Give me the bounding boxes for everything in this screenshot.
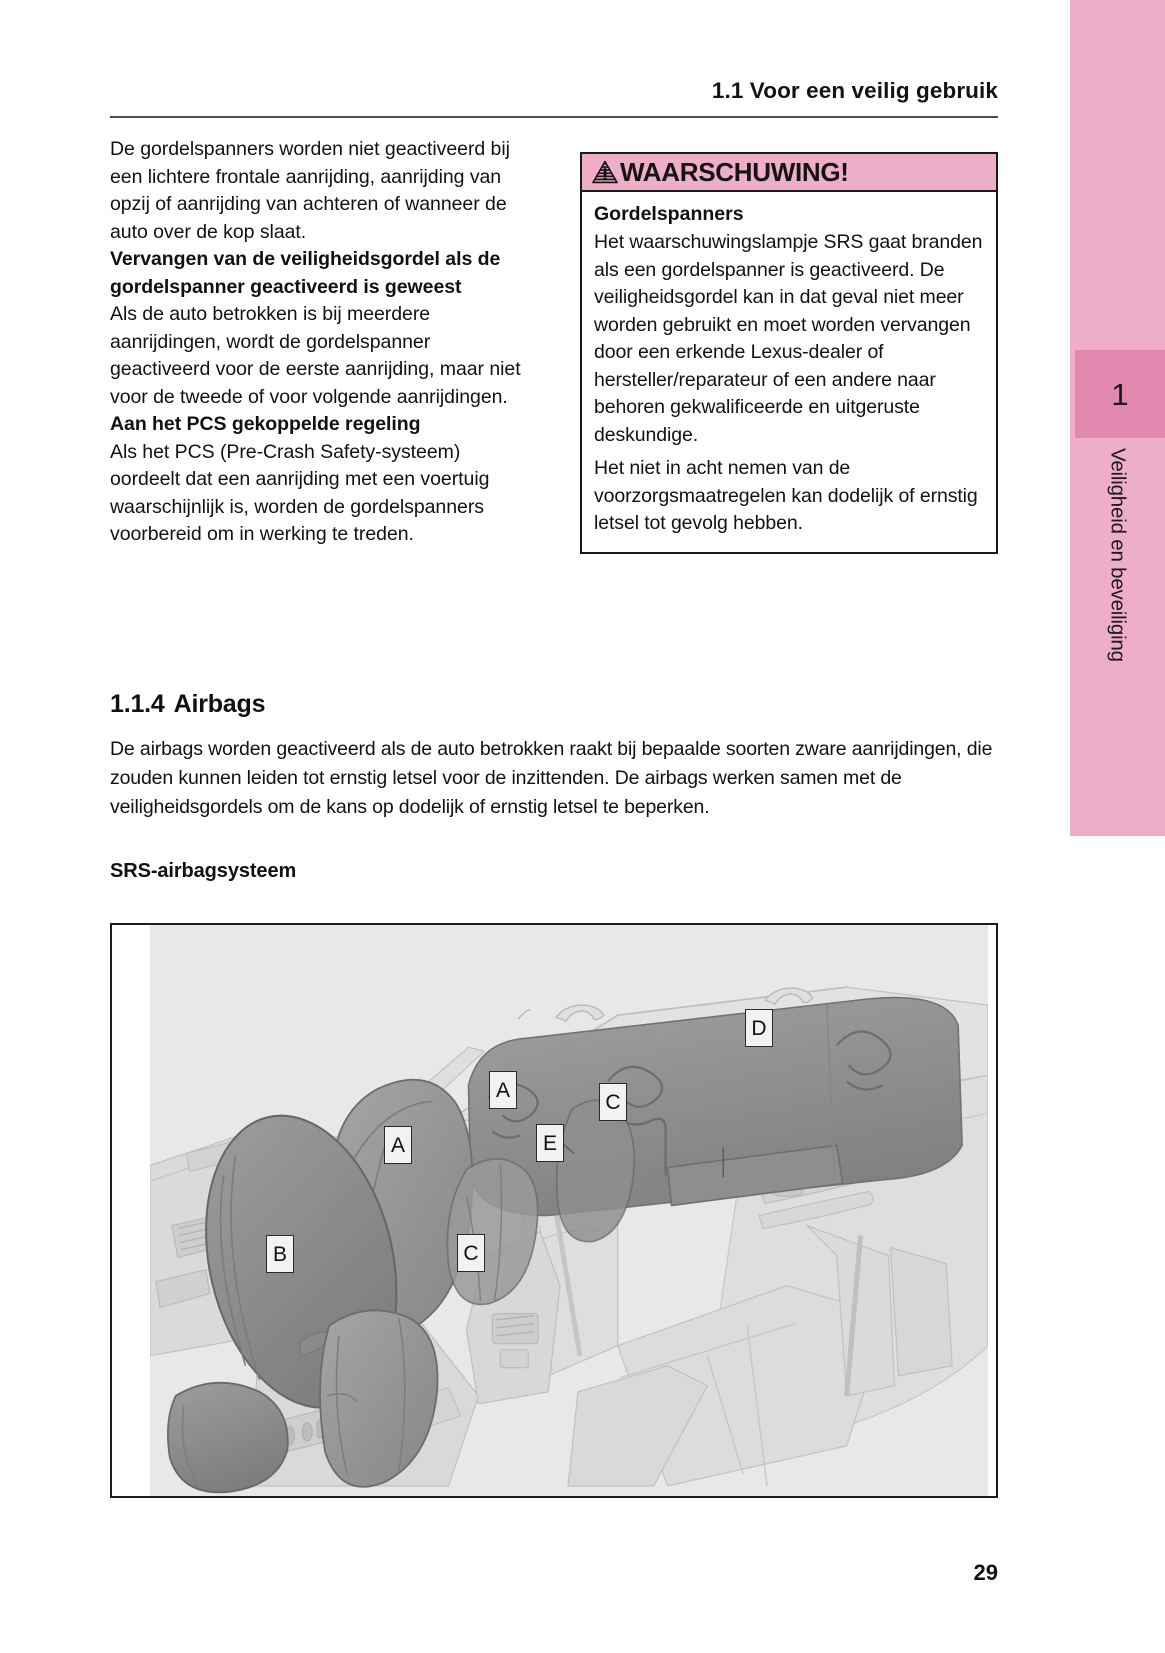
warning-title: WAARSCHUWING! [620,157,849,187]
car-interior-airbag-illustration [150,925,988,1496]
warning-box [580,152,998,554]
section-heading [110,690,998,719]
paragraph-pretensioner-not-activated: De gordelspanners worden niet geactiveerd bij een lichtere frontale aanrijding, aanrijding van opzij of aanrijding van achteren of wanneer de auto over de kop slaat. [110,138,510,243]
page-header [110,78,998,104]
figure-label-d: D [745,1009,773,1047]
page-number: 29 [973,1560,998,1585]
subheading-belt-replacement: Vervangen van de veiligheidsgordel als de gordelspanner geactiveerd is geweest [110,248,501,298]
section-number: 1.1.4 [110,690,165,718]
warning-paragraph-2: Het niet in acht nemen van de voorzorgsmaatregelen kan dodelijk of ernstig letsel tot gevolg hebben. [594,457,978,534]
warning-box-header [582,154,996,192]
paragraph-pcs-description: Als het PCS (Pre-Crash Safety-systeem) oordeelt dat een aanrijding met een voertuig waarschijnlijk is, worden de gordelspanners voorbereid om in werking te treden. [110,440,490,545]
section-title: Airbags [173,690,266,718]
figure-label-c-seat: C [457,1234,485,1272]
warning-paragraph-1: Het waarschuwingslampje SRS gaat branden als een gordelspanner is geactiveerd. De veiligheidsgordel kan in dat geval niet meer worden gebruikt en moet worden vervangen door een erkende Lexus-dealer of hersteller/reparateur of een andere naar behoren gekwalificeerde en uitgeruste deskundige. [594,231,983,446]
warning-subtitle: Gordelspanners [594,203,744,225]
figure-label-e: E [536,1124,564,1162]
figure-label-b: B [266,1235,294,1273]
chapter-title-vertical [1070,448,1165,828]
figure-image-area [150,925,988,1496]
warning-triangle-icon [592,160,618,184]
warning-box-body [582,192,996,552]
paragraph-multiple-collisions: Als de auto betrokken is bij meerdere aanrijdingen, wordt de gordelspanner geactiveerd voor de eerste aanrijding, maar niet voor de tweede of voor volgende aanrijdingen. [110,303,521,408]
chapter-number: 1 [1111,376,1129,412]
chapter-number-block [1075,350,1165,438]
chapter-title-text: Veiligheid en beveiliging [1106,448,1130,662]
figure-label-a-driver: A [384,1126,412,1164]
figure-label-c-side: C [599,1083,627,1121]
figure-heading: SRS-airbagsysteem [110,860,297,882]
header-divider [110,116,998,118]
page-title: 1.1 Voor een veilig gebruik [711,78,998,103]
srs-airbag-system-figure [110,923,998,1498]
subheading-pcs-linked-control: Aan het PCS gekoppelde regeling [110,413,421,435]
figure-label-a-passenger: A [489,1071,517,1109]
section-intro-paragraph: De airbags worden geactiveerd als de auto betrokken raakt bij bepaalde soorten zware aanrijdingen, die zouden kunnen leiden tot ernstig letsel voor de inzittenden. De airbags werken samen met de veiligheidsgordels om de kans op dodelijk of ernstig letsel te beperken. [110,738,993,818]
left-text-column [110,136,530,549]
